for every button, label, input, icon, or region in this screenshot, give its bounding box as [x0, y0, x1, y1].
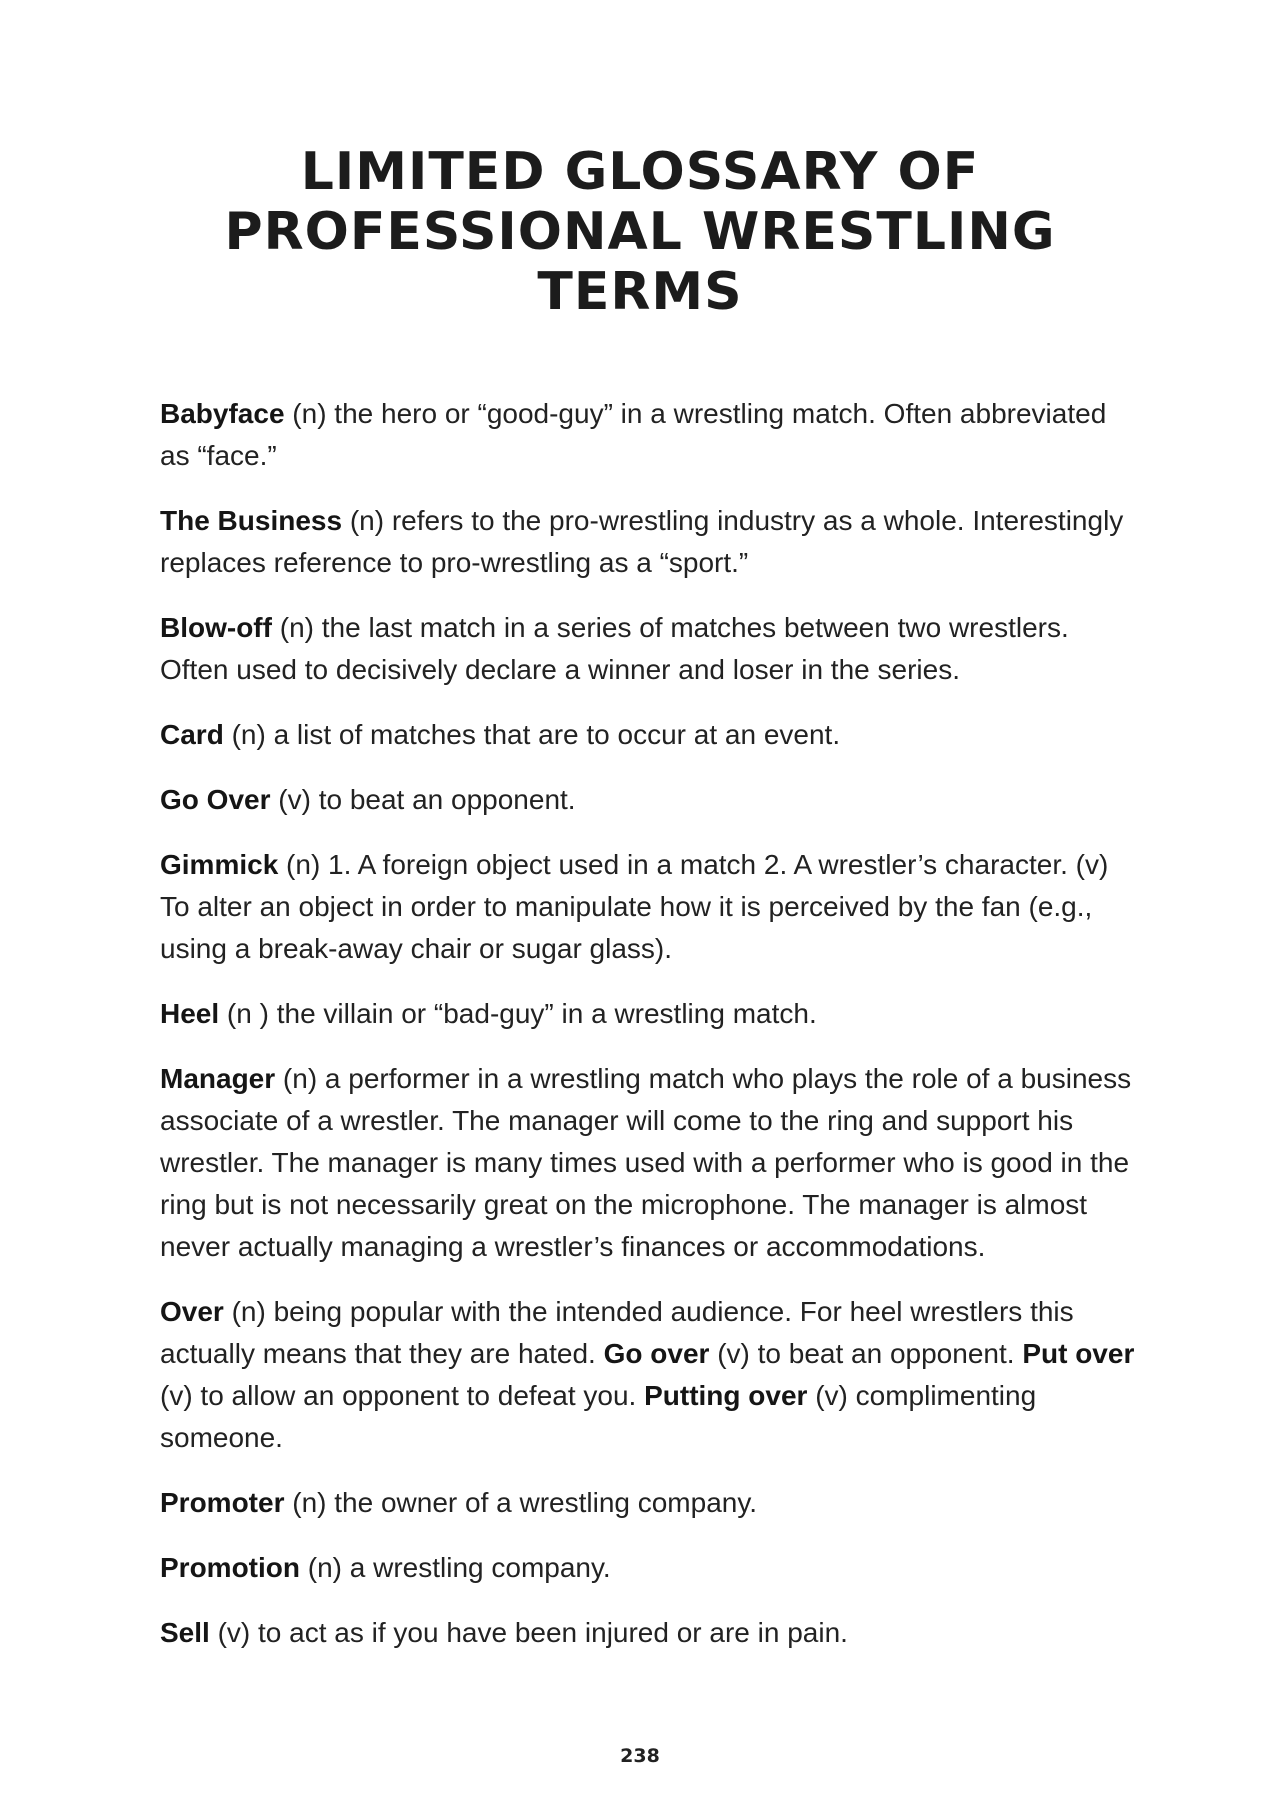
glossary-entry-promoter	[160, 1482, 1140, 1524]
glossary-entry-promotion	[160, 1547, 1140, 1589]
title-line-2: PROFESSIONAL WRESTLING	[224, 202, 1056, 262]
glossary-definition: (v) to act as if you have been injured or are in pain.	[209, 1617, 848, 1648]
title-line-1: LIMITED GLOSSARY OF	[300, 142, 980, 202]
glossary-term: Gimmick	[160, 849, 279, 880]
glossary-definition: (n) a list of matches that are to occur at an event.	[223, 719, 841, 750]
glossary-term: Go over	[603, 1338, 710, 1369]
glossary-term: Go Over	[160, 784, 271, 815]
glossary-term: Heel	[160, 998, 220, 1029]
glossary-definition: (n) 1. A foreign object used in a match 2. A wrestler’s character. (v) To alter an object in order to manipulate how it is perceived by the fan (e.g., using a break-away chair or sugar glass).	[160, 849, 1109, 964]
glossary-entry-go-over	[160, 779, 1140, 821]
glossary-entry-heel	[160, 993, 1140, 1035]
title-line-3: TERMS	[537, 262, 743, 322]
glossary-list	[160, 393, 1140, 1677]
glossary-entry-gimmick	[160, 844, 1140, 970]
glossary-term: Over	[160, 1296, 224, 1327]
glossary-definition: (n ) the villain or “bad-guy” in a wrestling match.	[219, 998, 817, 1029]
glossary-definition: (n) being popular with the intended audience. For heel wrestlers this actually means that they are hated.	[160, 1296, 1074, 1369]
glossary-term: Babyface	[160, 398, 285, 429]
glossary-term: Put over	[1022, 1338, 1135, 1369]
glossary-definition: (v) to beat an opponent.	[709, 1338, 1023, 1369]
glossary-definition: (n) a performer in a wrestling match who plays the role of a business associate of a wrestler. The manager will come to the ring and support his wrestler. The manager is many times used with a performer who is good in the ring but is not necessarily great on the microphone. The manager is almost never actually managing a wrestler’s finances or accommodations.	[160, 1063, 1132, 1262]
glossary-entry-babyface	[160, 393, 1140, 477]
glossary-definition: (v) complimenting someone.	[160, 1380, 1037, 1453]
glossary-term: Promotion	[160, 1552, 300, 1583]
glossary-term: Card	[160, 719, 224, 750]
glossary-definition: (n) the last match in a series of matches between two wrestlers. Often used to decisively declare a winner and loser in the series.	[160, 612, 1069, 685]
glossary-term: Blow-off	[160, 612, 272, 643]
glossary-definition: (n) the owner of a wrestling company.	[284, 1487, 758, 1518]
glossary-term: The Business	[160, 505, 343, 536]
glossary-entry-sell	[160, 1612, 1140, 1654]
glossary-entry-blow-off	[160, 607, 1140, 691]
glossary-definition: (n) refers to the pro-wrestling industry as a whole. Interestingly replaces reference to pro-wrestling as a “sport.”	[160, 505, 1124, 578]
page-title	[0, 142, 1280, 322]
glossary-definition: (v) to allow an opponent to defeat you.	[160, 1380, 645, 1411]
glossary-entry-the-business	[160, 500, 1140, 584]
glossary-entry-over	[160, 1291, 1140, 1459]
glossary-entry-card	[160, 714, 1140, 756]
glossary-definition: (n) a wrestling company.	[300, 1552, 611, 1583]
glossary-term: Promoter	[160, 1487, 285, 1518]
glossary-term: Manager	[160, 1063, 276, 1094]
glossary-term: Putting over	[644, 1380, 808, 1411]
glossary-entry-manager	[160, 1058, 1140, 1268]
page-number: 238	[620, 1745, 660, 1767]
glossary-definition: (v) to beat an opponent.	[270, 784, 576, 815]
glossary-term: Sell	[160, 1617, 210, 1648]
glossary-definition: (n) the hero or “good-guy” in a wrestling match. Often abbreviated as “face.”	[160, 398, 1107, 471]
